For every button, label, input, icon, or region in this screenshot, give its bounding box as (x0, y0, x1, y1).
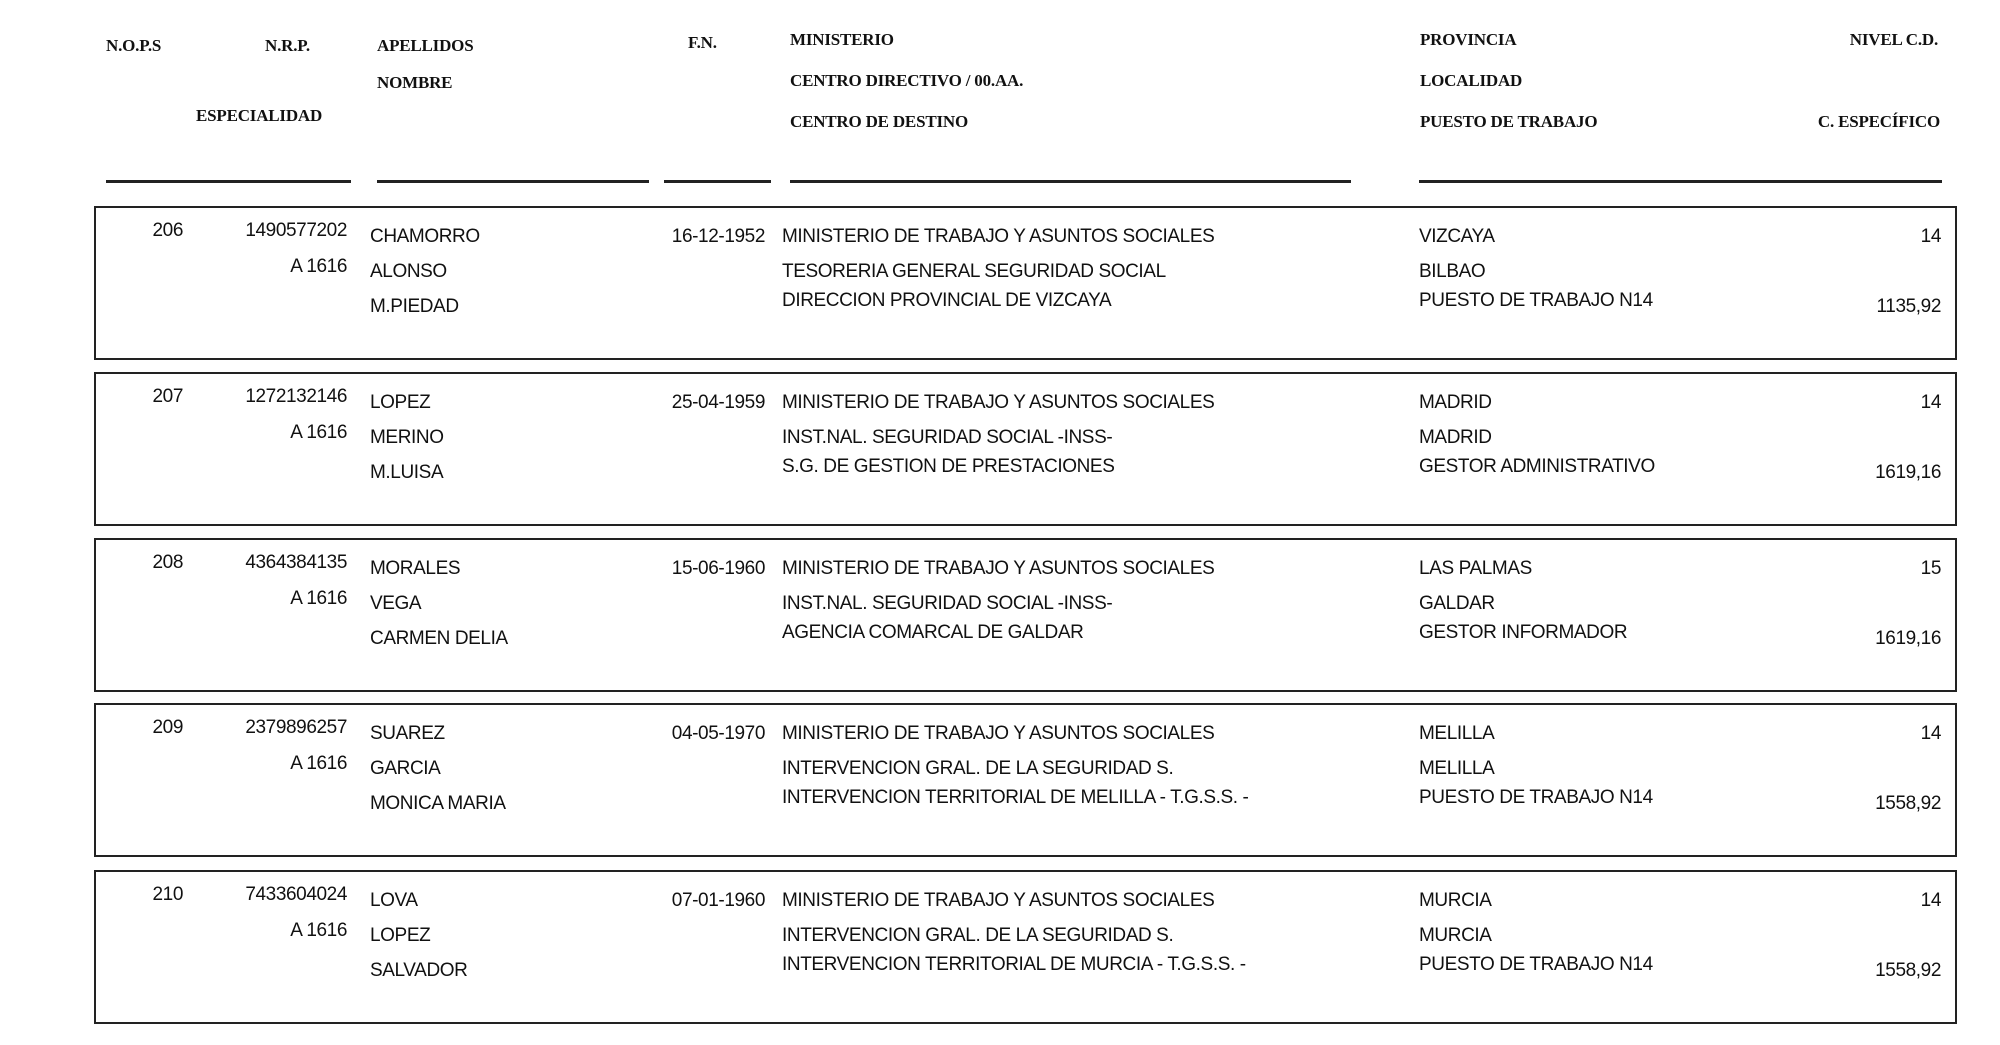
header-localidad: LOCALIDAD (1420, 71, 1523, 90)
record-localidad: MURCIA (1419, 925, 1492, 946)
record-nops: 207 (152, 386, 183, 407)
record-apellido1: SUAREZ (370, 723, 445, 744)
record-especialidad: A 1616 (290, 588, 347, 609)
record-ministerio: MINISTERIO DE TRABAJO Y ASUNTOS SOCIALES (782, 558, 1215, 579)
header-nivel: NIVEL C.D. (1849, 30, 1938, 49)
record-fn: 04-05-1970 (671, 723, 765, 744)
record-provincia: MELILLA (1419, 723, 1495, 744)
header-puesto: PUESTO DE TRABAJO (1420, 112, 1598, 131)
record-localidad: GALDAR (1419, 593, 1495, 614)
record-nops: 208 (152, 552, 183, 573)
record-centro-directivo: INTERVENCION GRAL. DE LA SEGURIDAD S. (782, 758, 1174, 779)
record-centro-destino: DIRECCION PROVINCIAL DE VIZCAYA (782, 290, 1112, 311)
record-ministerio: MINISTERIO DE TRABAJO Y ASUNTOS SOCIALES (782, 392, 1215, 413)
header-apellidos: APELLIDOS (377, 36, 474, 55)
record-ministerio: MINISTERIO DE TRABAJO Y ASUNTOS SOCIALES (782, 723, 1215, 744)
record-nrp: 4364384135 (245, 552, 347, 573)
record-provincia: VIZCAYA (1419, 226, 1495, 247)
record-localidad: BILBAO (1419, 261, 1486, 282)
record-puesto: GESTOR ADMINISTRATIVO (1419, 456, 1655, 477)
record-centro-destino: AGENCIA COMARCAL DE GALDAR (782, 622, 1084, 643)
header-nombre: NOMBRE (377, 73, 453, 92)
record-apellido1: LOVA (370, 890, 418, 911)
record-apellido2: VEGA (370, 593, 422, 614)
record-puesto: PUESTO DE TRABAJO N14 (1419, 787, 1653, 808)
record-ministerio: MINISTERIO DE TRABAJO Y ASUNTOS SOCIALES (782, 890, 1215, 911)
record-puesto: PUESTO DE TRABAJO N14 (1419, 954, 1653, 975)
record-fn: 07-01-1960 (671, 890, 765, 911)
record-especialidad: A 1616 (290, 753, 347, 774)
record-centro-destino: S.G. DE GESTION DE PRESTACIONES (782, 456, 1115, 477)
record-nops: 209 (152, 717, 183, 738)
record-fn: 25-04-1959 (671, 392, 765, 413)
header-centro-directivo: CENTRO DIRECTIVO / 00.AA. (790, 71, 1024, 90)
record-provincia: MURCIA (1419, 890, 1492, 911)
record-apellido2: GARCIA (370, 758, 441, 779)
record-apellido2: LOPEZ (370, 925, 431, 946)
record-nrp: 1272132146 (245, 386, 347, 407)
header-especifico: C. ESPECÍFICO (1817, 112, 1940, 131)
record-ministerio: MINISTERIO DE TRABAJO Y ASUNTOS SOCIALES (782, 226, 1215, 247)
record-puesto: GESTOR INFORMADOR (1419, 622, 1628, 643)
record-nrp: 7433604024 (245, 884, 347, 905)
header-ministerio: MINISTERIO (790, 30, 894, 49)
record-nivel: 14 (1920, 226, 1941, 247)
record-row (94, 538, 1957, 692)
header-especialidad: ESPECIALIDAD (196, 106, 323, 125)
record-especifico: 1619,16 (1875, 628, 1941, 649)
record-provincia: MADRID (1419, 392, 1492, 413)
header-divider (377, 180, 649, 183)
record-row (94, 870, 1957, 1024)
record-centro-directivo: INTERVENCION GRAL. DE LA SEGURIDAD S. (782, 925, 1174, 946)
record-nops: 206 (152, 220, 183, 241)
record-apellido1: LOPEZ (370, 392, 431, 413)
record-localidad: MADRID (1419, 427, 1492, 448)
record-nrp: 2379896257 (245, 717, 347, 738)
record-fn: 16-12-1952 (671, 226, 765, 247)
record-especialidad: A 1616 (290, 422, 347, 443)
record-especifico: 1558,92 (1875, 793, 1941, 814)
record-nivel: 14 (1920, 392, 1941, 413)
record-apellido1: CHAMORRO (370, 226, 480, 247)
record-centro-destino: INTERVENCION TERRITORIAL DE MELILLA - T.G.S.S. - (782, 787, 1249, 808)
record-apellido2: ALONSO (370, 261, 447, 282)
record-fn: 15-06-1960 (671, 558, 765, 579)
record-especialidad: A 1616 (290, 256, 347, 277)
record-nombre: MONICA MARIA (370, 793, 506, 814)
record-nivel: 15 (1920, 558, 1941, 579)
record-nombre: M.LUISA (370, 462, 444, 483)
record-especifico: 1619,16 (1875, 462, 1941, 483)
record-provincia: LAS PALMAS (1419, 558, 1532, 579)
header-provincia: PROVINCIA (1420, 30, 1517, 49)
record-nops: 210 (152, 884, 183, 905)
record-especifico: 1135,92 (1876, 296, 1941, 317)
record-apellido1: MORALES (370, 558, 461, 579)
record-nombre: SALVADOR (370, 960, 468, 981)
record-nombre: M.PIEDAD (370, 296, 459, 317)
record-apellido2: MERINO (370, 427, 444, 448)
record-localidad: MELILLA (1419, 758, 1495, 779)
record-especifico: 1558,92 (1875, 960, 1941, 981)
record-especialidad: A 1616 (290, 920, 347, 941)
record-centro-directivo: INST.NAL. SEGURIDAD SOCIAL -INSS- (782, 593, 1113, 614)
header-divider (790, 180, 1351, 183)
record-row (94, 206, 1957, 360)
record-centro-destino: INTERVENCION TERRITORIAL DE MURCIA - T.G.S.S. - (782, 954, 1246, 975)
record-nrp: 1490577202 (245, 220, 347, 241)
header-divider (106, 180, 351, 183)
record-nivel: 14 (1920, 890, 1941, 911)
record-row (94, 703, 1957, 857)
header-nops: N.O.P.S (106, 36, 162, 55)
record-nivel: 14 (1920, 723, 1941, 744)
header-nrp: N.R.P. (265, 36, 310, 55)
record-nombre: CARMEN DELIA (370, 628, 508, 649)
header-fn: F.N. (688, 33, 717, 52)
header-divider (1419, 180, 1942, 183)
header-divider (664, 180, 771, 183)
record-centro-directivo: TESORERIA GENERAL SEGURIDAD SOCIAL (782, 261, 1166, 282)
header-centro-destino: CENTRO DE DESTINO (790, 112, 968, 131)
record-centro-directivo: INST.NAL. SEGURIDAD SOCIAL -INSS- (782, 427, 1113, 448)
record-puesto: PUESTO DE TRABAJO N14 (1419, 290, 1653, 311)
record-row (94, 372, 1957, 526)
